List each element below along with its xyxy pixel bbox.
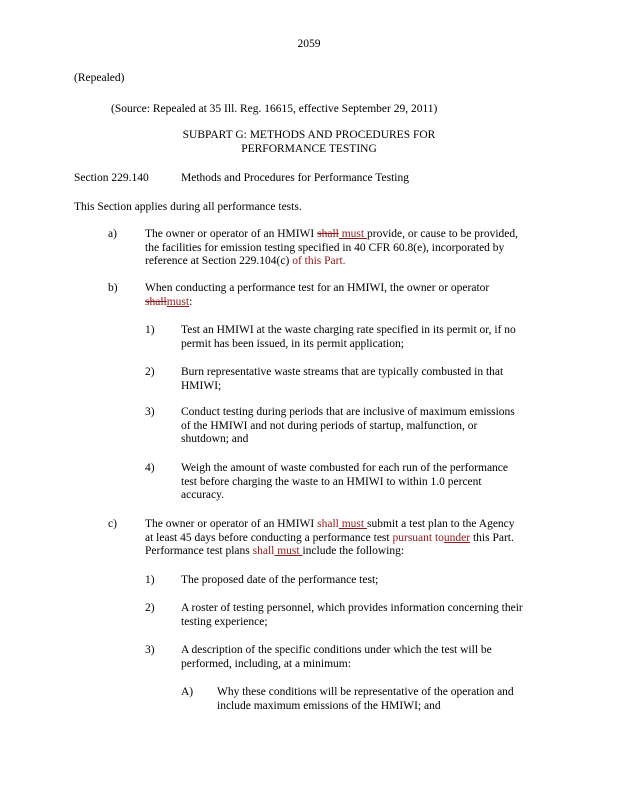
item-c-line-2: at least 45 days before conducting a performance test pursuant tounder this Part. — [145, 531, 514, 544]
item-c1-marker: 1) — [145, 574, 155, 586]
section-number: Section 229.140 — [74, 172, 149, 184]
item-c-line-1: The owner or operator of an HMIWI shall must submit a test plan to the Agency — [145, 518, 515, 530]
inserted-text: under — [443, 531, 471, 544]
item-b1-marker: 1) — [145, 324, 155, 336]
inserted-text: pursuant to — [392, 531, 444, 544]
deleted-text: shall — [317, 228, 339, 240]
item-c3-text: A description of the specific conditions under which the test will be performed, including, at a minimum: — [181, 644, 492, 670]
item-a-line-3: reference at Section 229.104(c) of this Part. — [145, 255, 346, 267]
item-b-line-1: When conducting a performance test for an HMIWI, the owner or operator — [145, 282, 490, 294]
item-c-marker: c) — [108, 518, 117, 530]
item-b4-text: Weigh the amount of waste combusted for each run of the performance test before charging the waste to an HMIWI to within 1.0 percent accuracy. — [181, 462, 509, 501]
item-b2-text: Burn representative waste streams that are typically combusted in that HMIWI; — [181, 366, 504, 392]
item-b3-text: Conduct testing during periods that are inclusive of maximum emissions of the HMIWI and not during periods of startup, malfunction, or shutdown; and — [181, 406, 515, 445]
intro-paragraph: This Section applies during all performance tests. — [74, 201, 302, 213]
item-c-text — [145, 518, 565, 559]
inserted-text: must — [274, 545, 303, 557]
inserted-text: shall — [252, 545, 275, 557]
subpart-heading — [74, 129, 544, 156]
section-title: Methods and Procedures for Performance Testing — [181, 172, 409, 184]
item-c3-marker: 3) — [145, 644, 155, 656]
repealed-heading: (Repealed) — [74, 72, 125, 84]
inserted-text: must — [338, 518, 367, 530]
subpart-line-2: PERFORMANCE TESTING — [241, 142, 377, 155]
item-c3A-text: Why these conditions will be representative of the operation and include maximum emissions of the HMIWI; and — [217, 686, 514, 712]
item-b-text — [145, 282, 565, 309]
deleted-text: shall — [145, 295, 167, 308]
source-note: (Source: Repealed at 35 Ill. Reg. 16615, effective September 29, 2011) — [111, 103, 438, 115]
inserted-text: shall — [317, 518, 339, 530]
page-number: 2059 — [297, 38, 321, 50]
item-b4-marker: 4) — [145, 462, 155, 474]
item-b-line-2: shallmust: — [145, 295, 193, 308]
inserted-text: must — [338, 228, 367, 240]
subpart-line-1: SUBPART G: METHODS AND PROCEDURES FOR — [182, 129, 436, 141]
item-a-marker: a) — [108, 228, 117, 240]
inserted-text: must — [166, 295, 190, 308]
item-b3-marker: 3) — [145, 406, 155, 418]
item-b1-text: Test an HMIWI at the waste charging rate specified in its permit or, if no permit has been issued, in its permit application; — [181, 324, 516, 350]
item-a-text — [145, 228, 565, 269]
inserted-text: of this Part. — [289, 255, 346, 267]
item-a-line-2: the facilities for emission testing specified in 40 CFR 60.8(e), incorporated by — [145, 241, 505, 254]
item-c3A-marker: A) — [181, 686, 194, 698]
item-c1-text: The proposed date of the performance test; — [181, 574, 379, 586]
item-a-line-1: The owner or operator of an HMIWI shall must provide, or cause to be provided, — [145, 228, 519, 240]
item-b2-marker: 2) — [145, 366, 155, 378]
item-b-marker: b) — [108, 282, 118, 294]
item-c-line-3: Performance test plans shall must include the following: — [145, 545, 405, 557]
item-c2-marker: 2) — [145, 602, 155, 614]
item-c2-text: A roster of testing personnel, which provides information concerning their testing experience; — [181, 602, 523, 628]
